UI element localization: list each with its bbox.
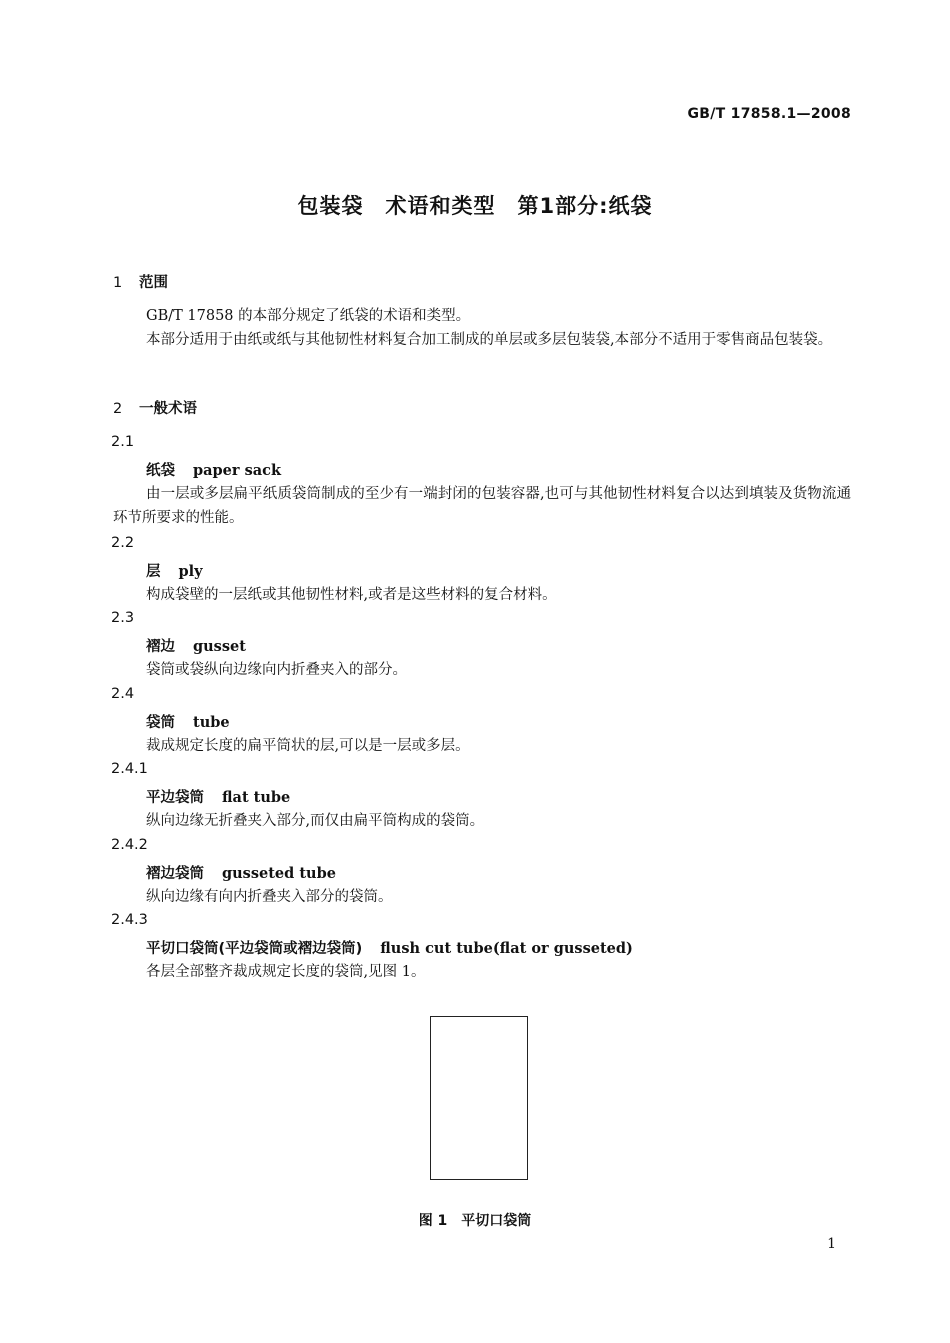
term-definition: 由一层或多层扁平纸质袋筒制成的至少有一端封闭的包装容器,也可与其他韧性材料复合以达到填装及货物流通环节所要求的性能。: [113, 486, 851, 526]
term-zh: 平边袋筒: [146, 790, 204, 806]
paragraph: GB/T 17858 的本部分规定了纸袋的术语和类型。: [146, 308, 471, 324]
term-zh: 褶边袋筒: [146, 866, 204, 882]
section-number: 2: [113, 401, 123, 417]
term-en: flush cut tube(flat or gusseted): [380, 940, 633, 957]
section-title: 范围: [139, 275, 168, 291]
term-zh: 褶边: [146, 639, 175, 655]
term-definition-block: [113, 658, 851, 682]
term-en: flat tube: [222, 789, 291, 806]
term-definition: 各层全部整齐裁成规定长度的袋筒,见图 1。: [146, 964, 426, 980]
section-1-body: [113, 304, 851, 352]
clause-number: 2.2: [111, 535, 135, 551]
page-number: 1: [827, 1236, 836, 1252]
clause-number: 2.4.1: [111, 761, 148, 777]
term-definition-block: [113, 809, 851, 833]
clause-number: 2.1: [111, 434, 135, 450]
term-heading: [146, 459, 281, 480]
figure-1-flush-cut-tube: [430, 1016, 528, 1180]
term-en: gusset: [193, 638, 246, 655]
term-heading: [146, 786, 290, 807]
term-zh: 纸袋: [146, 463, 175, 479]
term-definition: 构成袋壁的一层纸或其他韧性材料,或者是这些材料的复合材料。: [146, 587, 557, 603]
term-en: gusseted tube: [222, 865, 336, 882]
term-zh: 平切口袋筒(平边袋筒或褶边袋筒): [146, 941, 363, 957]
term-definition: 纵向边缘有向内折叠夹入部分的袋筒。: [146, 889, 393, 905]
term-definition-block: [113, 482, 851, 530]
term-definition: 袋筒或袋纵向边缘向内折叠夹入的部分。: [146, 662, 407, 678]
term-heading: [146, 937, 633, 958]
term-definition: 裁成规定长度的扁平筒状的层,可以是一层或多层。: [146, 738, 470, 754]
section-number: 1: [113, 275, 123, 291]
term-definition-block: [113, 960, 851, 984]
term-zh: 袋筒: [146, 715, 175, 731]
clause-number: 2.3: [111, 610, 135, 626]
term-en: tube: [193, 714, 230, 731]
term-heading: [146, 711, 230, 732]
figure-caption: 图 1 平切口袋筒: [418, 1213, 532, 1229]
clause-number: 2.4: [111, 686, 135, 702]
term-definition: 纵向边缘无折叠夹入部分,而仅由扁平筒构成的袋筒。: [146, 813, 485, 829]
term-definition-block: [113, 885, 851, 909]
section-1-heading: [113, 271, 168, 292]
term-definition-block: [113, 734, 851, 758]
term-en: paper sack: [193, 462, 282, 479]
clause-number: 2.4.2: [111, 837, 148, 853]
term-en: ply: [178, 563, 203, 580]
standard-code: GB/T 17858.1—2008: [687, 106, 851, 122]
term-heading: [146, 560, 203, 581]
term-heading: [146, 862, 336, 883]
document-title: 包装袋 术语和类型 第1部分:纸袋: [297, 194, 653, 218]
term-zh: 层: [146, 564, 161, 580]
paragraph: 本部分适用于由纸或纸与其他韧性材料复合加工制成的单层或多层包装袋,本部分不适用于零售商品包装袋。: [146, 332, 833, 348]
section-2-heading: [113, 397, 197, 418]
term-definition-block: [113, 583, 851, 607]
section-title: 一般术语: [139, 401, 197, 417]
term-heading: [146, 635, 246, 656]
clause-number: 2.4.3: [111, 912, 148, 928]
